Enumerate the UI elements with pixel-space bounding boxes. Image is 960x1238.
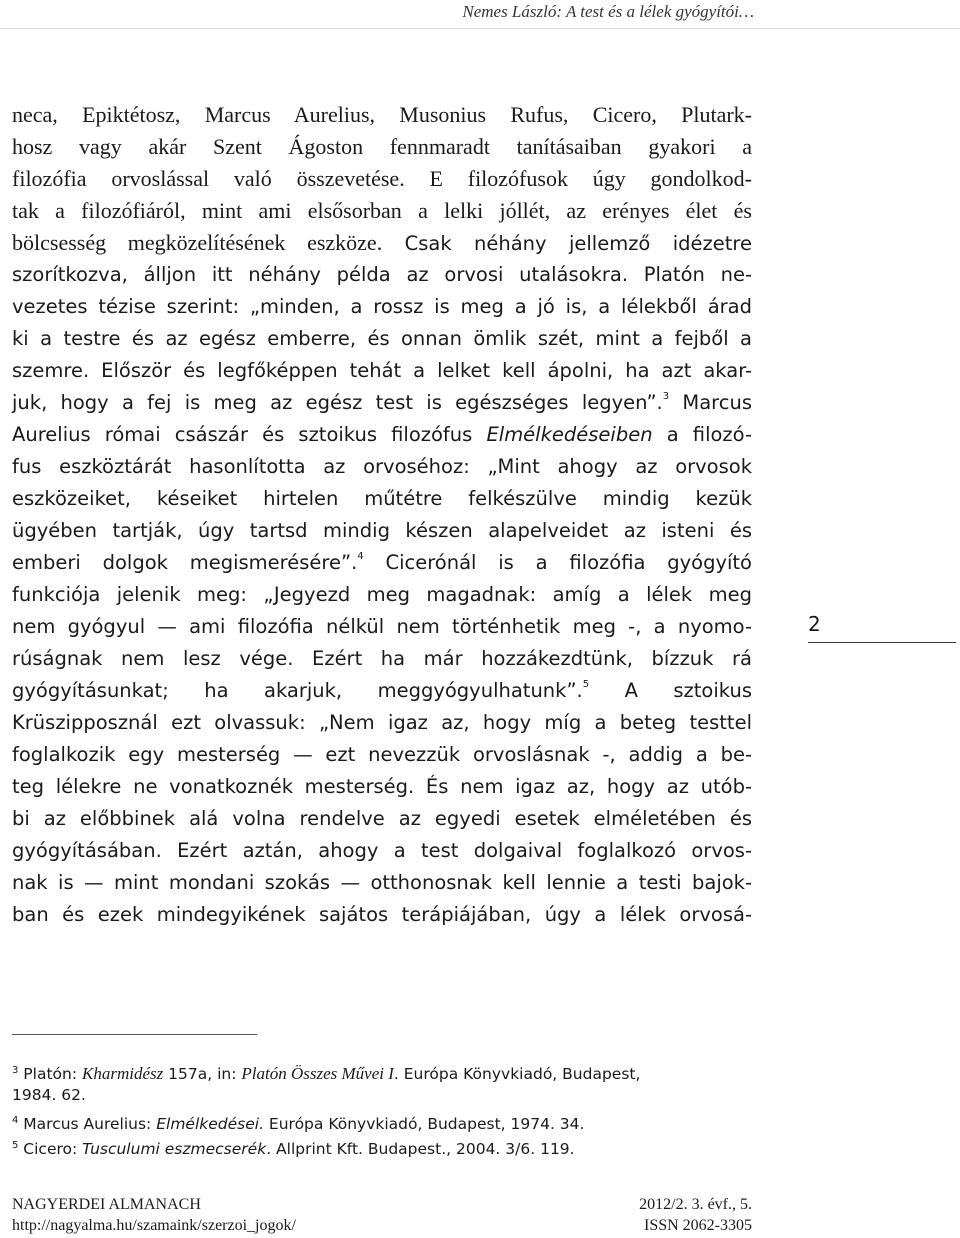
footnote-text: 157a, in: <box>163 1065 242 1083</box>
text-line: hosz vagy akár Szent Ágoston fennmaradt tanításaiban gyakori a <box>12 134 752 159</box>
header-rule <box>0 28 960 29</box>
page-footer <box>12 1194 752 1236</box>
footnote-italic: Elmélkedései. <box>156 1115 264 1133</box>
text-line: teg lélekre ne vonatkoznék mesterség. És nem igaz az, hogy az utób- <box>12 775 752 798</box>
text-span: A sztoikus <box>589 679 752 702</box>
footnote-text: Cicero: <box>18 1140 83 1158</box>
text-span: juk, hogy a fej is meg az egész test is egészséges legyen”. <box>12 391 663 414</box>
text-line: ügyében tartják, úgy tartsd mindig készen alapelveidet az isteni és <box>12 519 752 542</box>
footnote-italic: Tusculumi eszmecserék <box>82 1140 267 1158</box>
text-line: ban és ezek mindegyikének sajátos terápiájában, úgy a lélek orvosá- <box>12 903 752 926</box>
text-line: fus eszköztárát hasonlította az orvoséhoz: „Mint ahogy az orvosok <box>12 455 752 478</box>
text-line: ki a testre és az egész emberre, és onnan ömlik szét, mint a fejből a <box>12 327 752 350</box>
text-span: Csak néhány jellemző idézetre <box>404 232 753 255</box>
footnote-text: Európa Könyvkiadó, Budapest, 1974. 34. <box>264 1115 585 1133</box>
text-line: funkciója jelenik meg: „Jegyezd meg magadnak: amíg a lélek meg <box>12 583 752 606</box>
footnote-italic: Kharmidész <box>82 1064 164 1083</box>
text-line: foglalkozik egy mesterség — ezt nevezzük orvoslásnak -, addig a be- <box>12 743 752 766</box>
issue-info: 2012/2. 3. évf., 5. <box>639 1196 752 1213</box>
journal-name: NAGYERDEI ALMANACH <box>12 1196 201 1213</box>
text-line <box>12 387 752 419</box>
footnote-text: Platón: <box>18 1065 82 1083</box>
text-line <box>12 419 752 451</box>
text-line: Krüszipposznál ezt olvassuk: „Nem igaz az, hogy míg a beteg testtel <box>12 711 752 734</box>
footnote-rule <box>12 1034 257 1035</box>
text-line: gyógyításában. Ezért aztán, ahogy a test dolgaival foglalkozó orvos- <box>12 839 752 862</box>
text-line <box>12 675 752 707</box>
footnote-italic: Platón Összes Művei I <box>241 1064 394 1083</box>
footer-row <box>12 1194 752 1215</box>
text-span: bölcsesség megközelítésének eszköze. <box>12 230 383 255</box>
footnote-number: 4 <box>12 1115 19 1126</box>
footnote-text: Marcus Aurelius: <box>18 1115 157 1133</box>
text-line: szemre. Először és legfőképpen tehát a lelket kell ápolni, ha azt akar- <box>12 359 752 382</box>
text-line: neca, Epiktétosz, Marcus Aurelius, Musonius Rufus, Cicero, Plutark- <box>12 102 752 127</box>
footer-url-link[interactable]: http://nagyalma.hu/szamaink/szerzoi_jogok/ <box>12 1217 296 1234</box>
footnote-3-cont: 1984. 62. <box>12 1086 86 1104</box>
text-line <box>12 227 752 259</box>
text-line <box>12 547 752 579</box>
text-span: Aurelius római császár és sztoikus filozófus <box>12 423 487 446</box>
text-span: Cicerónál is a filozófia gyógyító <box>363 551 752 574</box>
footnote-4 <box>12 1108 757 1133</box>
footnote-number: 5 <box>12 1140 19 1151</box>
running-header: Nemes László: A test és a lélek gyógyítói… <box>462 2 754 21</box>
text-line: nem gyógyul — ami filozófia nélkül nem történhetik meg -, a nyomo- <box>12 615 752 638</box>
text-line: filozófia orvoslással való összevetése. E filozófusok úgy gondolkod- <box>12 166 752 191</box>
text-line <box>12 259 752 291</box>
footnote-ref: 4 <box>357 551 364 562</box>
footnote-3 <box>12 1058 757 1083</box>
footnote-number: 3 <box>12 1065 19 1076</box>
text-span: szorítkozva, álljon itt néhány példa az orvosi utalásokra. <box>12 263 629 286</box>
page-number: 2 <box>808 612 956 643</box>
text-line: bi az előbbinek alá volna rendelve az egyedi esetek elméletében és <box>12 807 752 830</box>
text-span: Marcus <box>669 391 752 414</box>
text-line: vezetes tézise szerint: „minden, a rossz is meg a jó is, a lélekből árad <box>12 295 752 318</box>
issn: ISSN 2062-3305 <box>643 1217 752 1234</box>
text-span: a filozó- <box>652 423 752 446</box>
footnote-text: . Európa Könyvkiadó, Budapest, <box>393 1065 641 1083</box>
footnote-5 <box>12 1133 757 1158</box>
footnote-ref: 5 <box>582 679 590 690</box>
text-line: eszközeiket, késeiket hirtelen műtétre felkészülve mindig kezük <box>12 487 752 510</box>
footer-row <box>12 1215 752 1236</box>
text-line: rúságnak nem lesz vége. Ezért ha már hozzákezdtünk, bízzuk rá <box>12 647 752 670</box>
text-line: tak a filozófiáról, mint ami elsősorban a lelki jóllét, az erényes élet és <box>12 198 752 223</box>
footnotes <box>12 1058 757 1158</box>
text-span: emberi dolgok megismerésére”. <box>12 551 358 574</box>
footnote-ref: 3 <box>662 391 670 402</box>
footnote-text: . Allprint Kft. Budapest., 2004. 3/6. 119. <box>266 1140 575 1158</box>
text-span: gyógyításunkat; ha akarjuk, meggyógyulhatunk”. <box>12 679 583 702</box>
italic-title: Elmélkedéseiben <box>486 423 653 446</box>
text-line: nak is — mint mondani szokás — otthonosnak kell lennie a testi bajok- <box>12 871 752 894</box>
text-span: Platón ne- <box>643 263 752 286</box>
body-text <box>12 99 752 931</box>
